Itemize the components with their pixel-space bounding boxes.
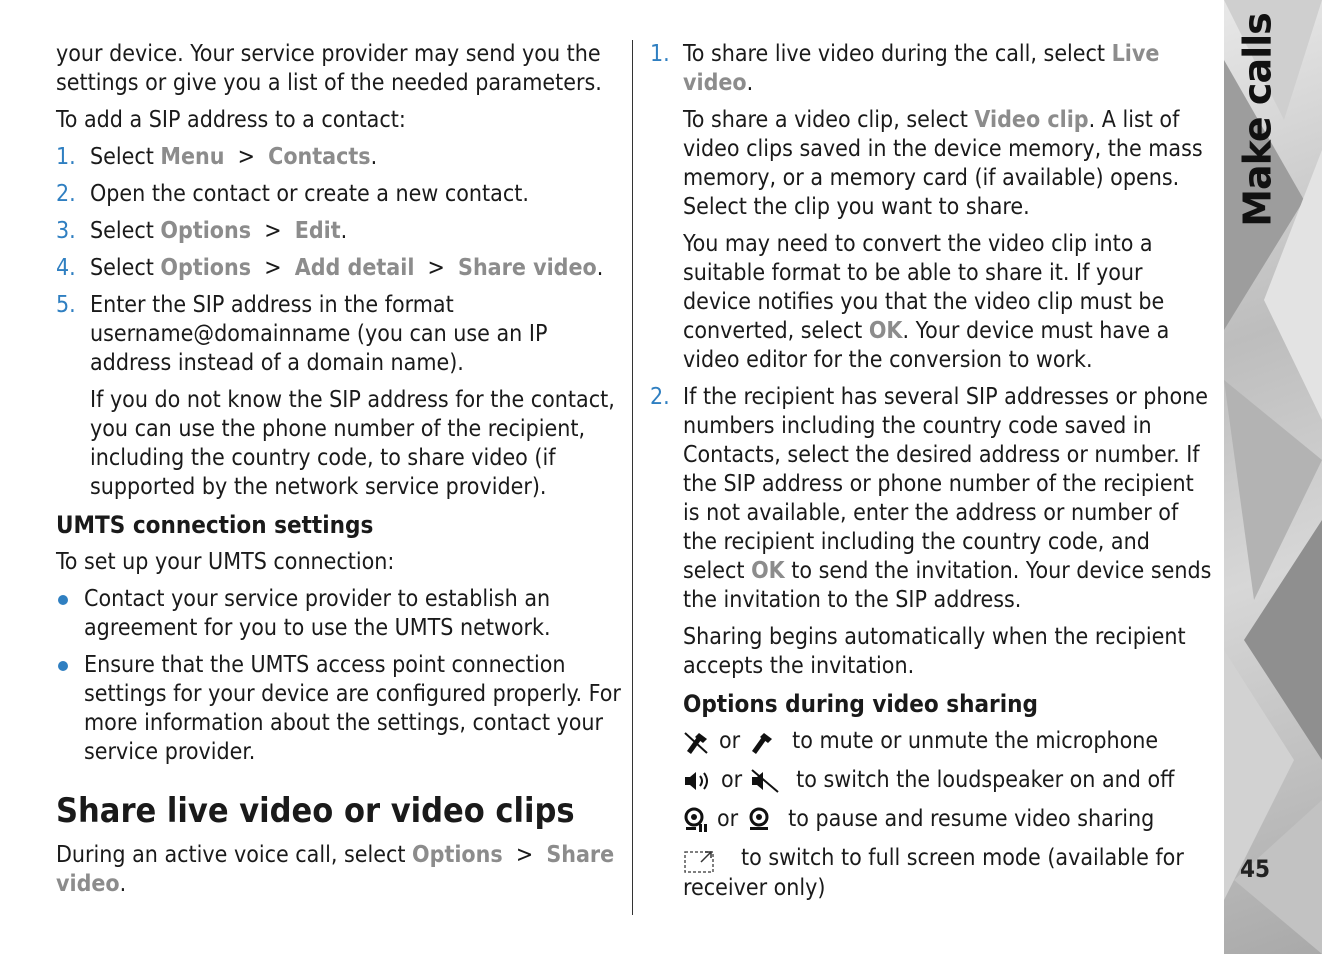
option-text: to pause and resume video sharing bbox=[788, 806, 1155, 832]
step-2 bbox=[56, 180, 622, 209]
step-text: Enter the SIP address in the format username@domainname (you can use an IP address instead of a domain name). bbox=[90, 292, 548, 376]
step-text: Select bbox=[90, 218, 161, 244]
step-number: 1. bbox=[650, 41, 670, 67]
intro-paragraph: your device. Your service provider may send you the settings or give you a list of the needed parameters. bbox=[56, 41, 602, 96]
share-step-1 bbox=[650, 40, 1212, 98]
step-3 bbox=[56, 217, 622, 246]
step-end: . bbox=[596, 255, 604, 281]
separator: > bbox=[251, 255, 295, 281]
step-end: . bbox=[340, 218, 348, 244]
speaker-on-icon bbox=[683, 768, 713, 794]
step-number: 2. bbox=[650, 384, 670, 410]
add-sip-intro: To add a SIP address to a contact: bbox=[56, 107, 406, 133]
separator: > bbox=[414, 255, 459, 281]
options-ui-label: Options bbox=[160, 255, 252, 281]
video-clip-ui-label: Video clip bbox=[974, 107, 1089, 133]
speaker-off-icon bbox=[750, 768, 780, 794]
step-text: Open the contact or create a new contact. bbox=[90, 181, 529, 207]
share-video-ui-label: Share video bbox=[56, 842, 615, 897]
step-5-note: If you do not know the SIP address for the contact, you can use the phone number of the recipient, including the country code, to share video (if supported by the network service provider). bbox=[90, 387, 615, 500]
option-text: to switch the loudspeaker on and off bbox=[796, 767, 1175, 793]
or-text: or bbox=[719, 728, 741, 754]
step-1 bbox=[56, 143, 622, 172]
step-text: Select bbox=[90, 144, 161, 170]
ok-ui-label: OK bbox=[751, 558, 785, 584]
pause-sharing-icon bbox=[683, 807, 709, 833]
share-video-ui-label: Share video bbox=[458, 255, 597, 281]
separator: > bbox=[251, 218, 295, 244]
step-text: To share live video during the call, select bbox=[683, 41, 1112, 67]
clip-text-post: . A list of video clips saved in the device memory, the mass memory, or a memory card (if available) opens. Select the clip you want to share. bbox=[683, 107, 1203, 220]
umts-intro: To set up your UMTS connection: bbox=[56, 549, 395, 575]
full-screen-icon bbox=[683, 846, 717, 874]
step-number: 5. bbox=[56, 292, 76, 318]
page-number: 45 bbox=[1240, 855, 1271, 883]
step-text: Select bbox=[90, 255, 161, 281]
add-sip-steps bbox=[56, 143, 622, 378]
live-video-ui-label: Live video bbox=[683, 41, 1160, 96]
options-heading: Options during video sharing bbox=[683, 690, 1038, 718]
clip-text: To share a video clip, select bbox=[683, 107, 975, 133]
step-end: . bbox=[746, 70, 754, 96]
chapter-title bbox=[1226, 13, 1290, 227]
convert-text-post: . Your device must have a video editor for the conversion to work. bbox=[683, 318, 1170, 373]
right-column bbox=[650, 40, 1212, 911]
or-text: or bbox=[721, 767, 743, 793]
separator: > bbox=[502, 842, 547, 868]
option-full-screen-cont: receiver only) bbox=[683, 875, 826, 901]
step-number: 2. bbox=[56, 181, 76, 207]
or-text: or bbox=[717, 806, 739, 832]
during-text: During an active voice call, select bbox=[56, 842, 413, 868]
separator: > bbox=[224, 144, 269, 170]
chapter-title-text: Make calls bbox=[1235, 13, 1280, 227]
option-microphone bbox=[650, 727, 1212, 756]
menu-ui-label: Menu bbox=[160, 144, 225, 170]
left-column bbox=[56, 40, 622, 907]
step-text: If the recipient has several SIP addresses or phone numbers including the country code saved in Contacts, select the desired address or number. If the SIP address or phone number of the recipient is not available, enter the address or number of the recipient including the country code, and select bbox=[683, 384, 1209, 584]
convert-paragraph bbox=[650, 230, 1212, 375]
during-end: . bbox=[119, 871, 127, 897]
umts-bullet: Ensure that the UMTS access point connection settings for your device are configured properly. For more information about the settings, contact your service provider. bbox=[56, 651, 622, 767]
column-divider bbox=[632, 40, 633, 915]
sharing-begins-paragraph: Sharing begins automatically when the recipient accepts the invitation. bbox=[683, 624, 1186, 679]
step-4 bbox=[56, 254, 622, 283]
edit-ui-label: Edit bbox=[294, 218, 341, 244]
step-end: . bbox=[370, 144, 378, 170]
option-text: to switch to full screen mode (available for bbox=[741, 845, 1184, 871]
during-call-paragraph bbox=[56, 841, 622, 899]
share-step-2 bbox=[650, 383, 1212, 615]
option-pause bbox=[650, 805, 1212, 834]
resume-sharing-icon bbox=[746, 807, 772, 833]
step-number: 4. bbox=[56, 255, 76, 281]
options-ui-label: Options bbox=[412, 842, 503, 868]
convert-text: You may need to convert the video clip into a suitable format to be able to share it. If your device notifies you that the video clip must be converted, select bbox=[683, 231, 1165, 344]
section-title: Share live video or video clips bbox=[56, 791, 575, 831]
umts-bullet: Contact your service provider to establish an agreement for you to use the UMTS network. bbox=[56, 585, 622, 643]
option-text: to mute or unmute the microphone bbox=[792, 728, 1159, 754]
umts-heading: UMTS connection settings bbox=[56, 511, 374, 539]
option-full-screen bbox=[650, 844, 1212, 874]
add-detail-ui-label: Add detail bbox=[294, 255, 415, 281]
step-number: 1. bbox=[56, 144, 76, 170]
umts-bullets bbox=[56, 585, 622, 767]
contacts-ui-label: Contacts bbox=[268, 144, 371, 170]
video-clip-paragraph bbox=[650, 106, 1212, 222]
mic-icon bbox=[748, 729, 776, 755]
step-text-post: to send the invitation. Your device sends the invitation to the SIP address. bbox=[683, 558, 1212, 613]
mic-mute-icon bbox=[683, 729, 711, 755]
ok-ui-label: OK bbox=[868, 318, 903, 344]
option-loudspeaker bbox=[650, 766, 1212, 795]
step-number: 3. bbox=[56, 218, 76, 244]
options-ui-label: Options bbox=[160, 218, 252, 244]
step-5 bbox=[56, 291, 622, 378]
